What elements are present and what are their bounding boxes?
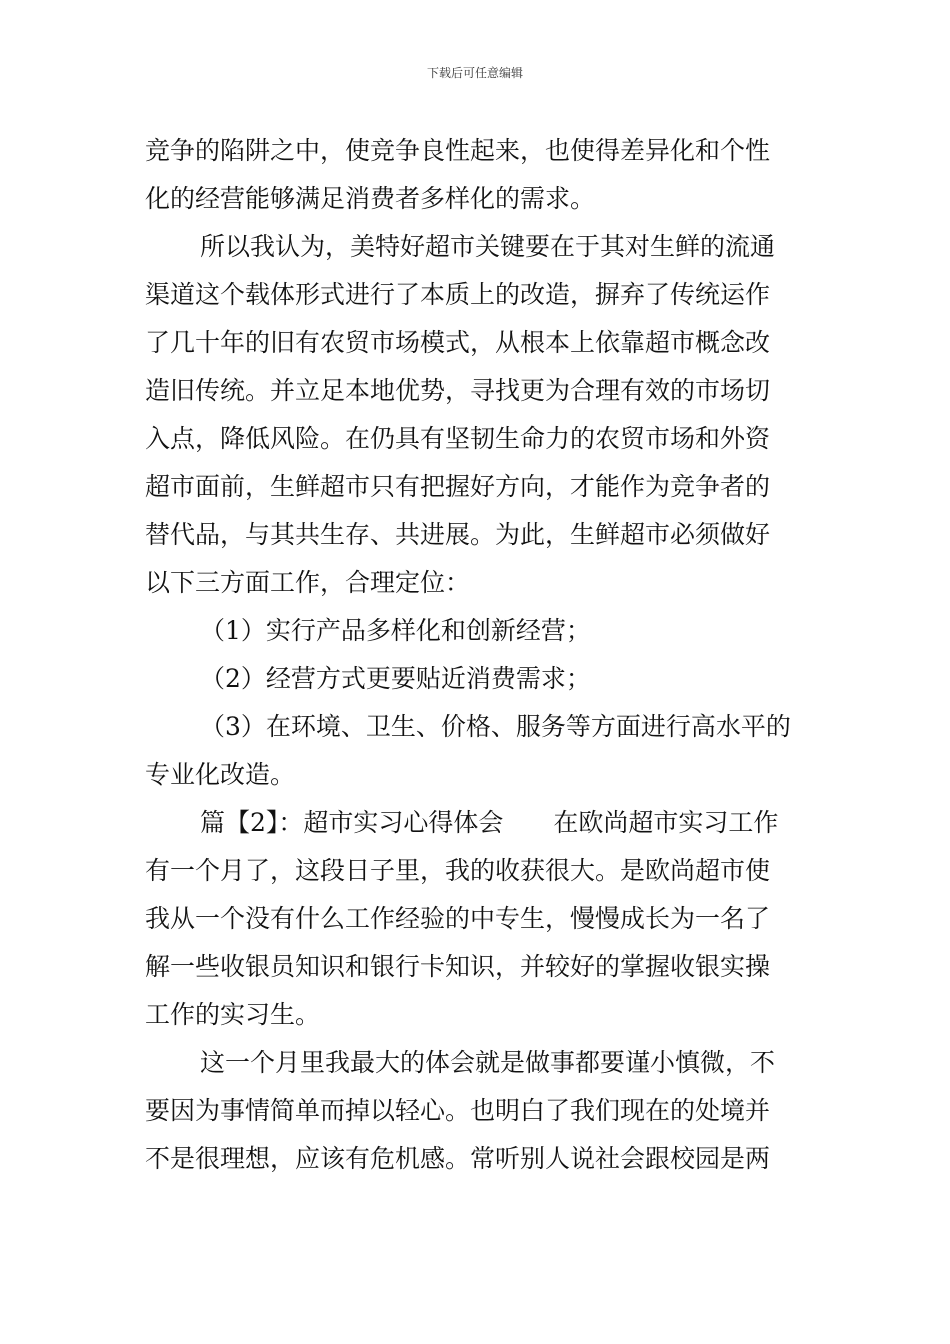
text-line: 竞争的陷阱之中，使竞争良性起来，也使得差异化和个性: [145, 136, 771, 165]
text-line: 了几十年的旧有农贸市场模式，从根本上依靠超市概念改: [145, 328, 771, 357]
text-line: 工作的实习生。: [145, 1000, 321, 1029]
text-line: 超市面前，生鲜超市只有把握好方向，才能作为竞争者的: [145, 472, 771, 501]
list-item-1: （1）实行产品多样化和创新经营；: [200, 616, 591, 645]
text-line: 不是很理想，应该有危机感。常听别人说社会跟校园是两: [145, 1144, 771, 1173]
text-line: 化的经营能够满足消费者多样化的需求。: [145, 184, 596, 213]
document-body: [145, 127, 810, 1183]
text-line: 有一个月了，这段日子里，我的收获很大。是欧尚超市使: [145, 856, 771, 885]
paragraph-start-line: 这一个月里我最大的体会就是做事都要谨小慎微，不: [200, 1048, 776, 1077]
list-item-3: （3）在环境、卫生、价格、服务等方面进行高水平的: [200, 712, 791, 741]
text-line: 以下三方面工作，合理定位：: [145, 568, 471, 597]
list-item-2: （2）经营方式更要贴近消费需求；: [200, 664, 591, 693]
text-line: 替代品，与其共生存、共进展。为此，生鲜超市必须做好: [145, 520, 771, 549]
text-line: 要因为事情简单而掉以轻心。也明白了我们现在的处境并: [145, 1096, 771, 1125]
text-line: 我从一个没有什么工作经验的中专生，慢慢成长为一名了: [145, 904, 771, 933]
text-line: 解一些收银员知识和银行卡知识，并较好的掌握收银实操: [145, 952, 771, 981]
text-line: 造旧传统。并立足本地优势，寻找更为合理有效的市场切: [145, 376, 771, 405]
paragraph-start-line: 所以我认为，美特好超市关键要在于其对生鲜的流通: [200, 232, 776, 261]
text-line: 专业化改造。: [145, 760, 296, 789]
text-line: 入点，降低风险。在仍具有坚韧生命力的农贸市场和外资: [145, 424, 771, 453]
section-heading-line: 篇【2】：超市实习心得体会 在欧尚超市实习工作: [200, 808, 779, 837]
page-header: 下载后可任意编辑: [426, 66, 523, 80]
text-line: 渠道这个载体形式进行了本质上的改造，摒弃了传统运作: [145, 280, 771, 309]
